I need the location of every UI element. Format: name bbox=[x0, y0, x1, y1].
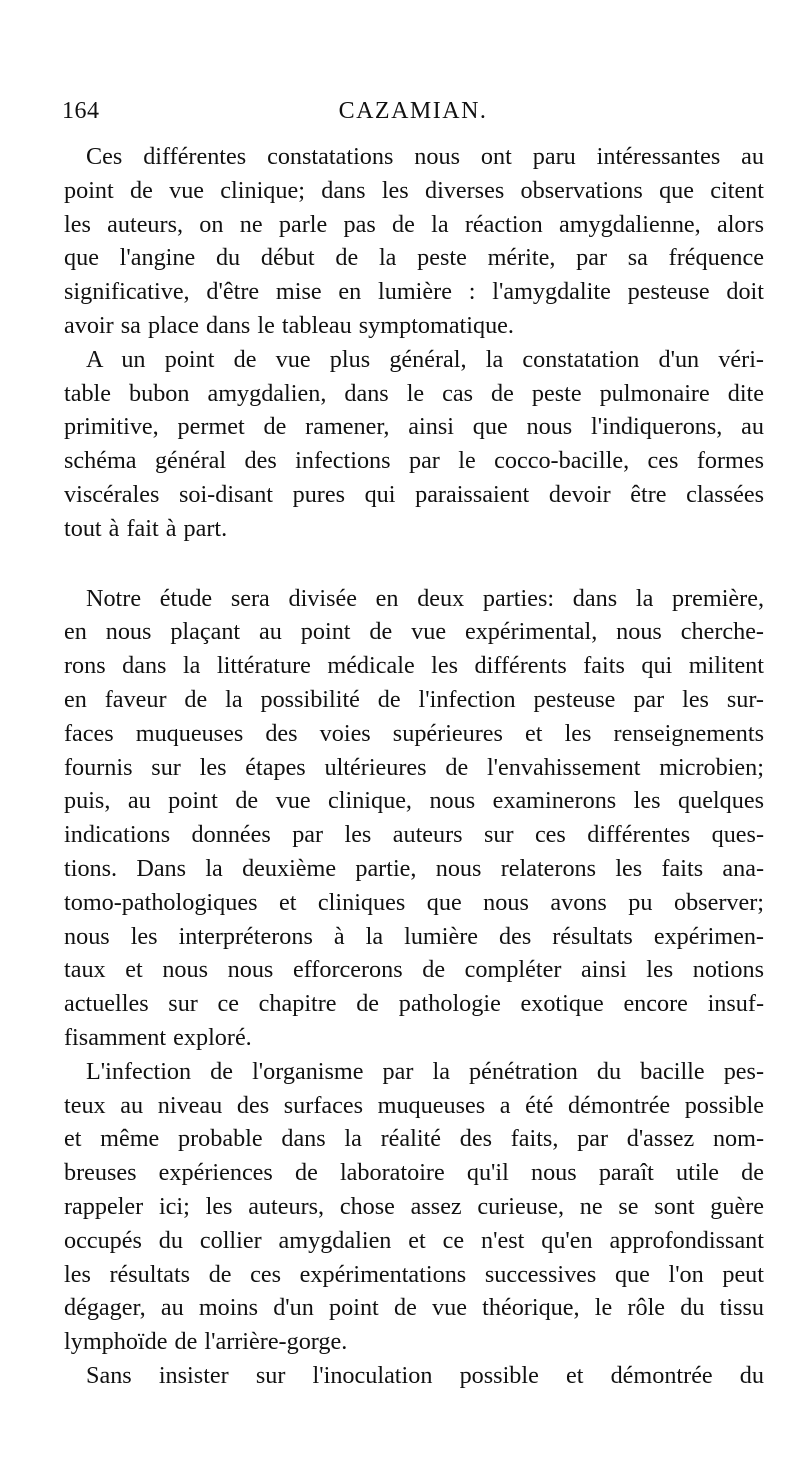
text-line: actuelles sur ce chapitre de pathologie exotique encore insuf- bbox=[64, 990, 764, 1018]
text-line: teux au niveau des surfaces muqueuses a été démontrée possible bbox=[64, 1091, 764, 1119]
paragraph-2 bbox=[64, 343, 764, 546]
text-line: faces muqueuses des voies supérieures et les renseignements bbox=[64, 719, 764, 747]
text-line: tomo-pathologiques et cliniques que nous avons pu observer; bbox=[64, 888, 764, 916]
paragraph-1 bbox=[64, 140, 764, 343]
paragraph-3 bbox=[64, 582, 764, 1055]
page-number: 164 bbox=[62, 98, 100, 124]
paragraph-5 bbox=[64, 1359, 764, 1393]
text-line: L'infection de l'organisme par la pénétration du bacille pes- bbox=[86, 1057, 764, 1085]
text-line: table bubon amygdalien, dans le cas de peste pulmonaire dite bbox=[64, 379, 764, 407]
text-line: les auteurs, on ne parle pas de la réaction amygdalienne, alors bbox=[64, 210, 764, 238]
text-line: Ces différentes constatations nous ont paru intéressantes au bbox=[86, 143, 764, 170]
text-line: et même probable dans la réalité des faits, par d'assez nom- bbox=[64, 1125, 764, 1153]
text-line: primitive, permet de ramener, ainsi que nous l'indiquerons, au bbox=[64, 413, 764, 441]
body-text bbox=[64, 140, 764, 1393]
text-line: schéma général des infections par le cocco-bacille, ces formes bbox=[64, 447, 764, 475]
text-line: lymphoïde de l'arrière-gorge. bbox=[64, 1328, 348, 1356]
text-line: fournis sur les étapes ultérieures de l'envahissement microbien; bbox=[64, 753, 764, 781]
text-line: dégager, au moins d'un point de vue théorique, le rôle du tissu bbox=[64, 1294, 764, 1322]
text-line: en nous plaçant au point de vue expérimental, nous cherche- bbox=[64, 618, 764, 646]
page-header bbox=[62, 98, 764, 134]
section-gap bbox=[64, 546, 764, 582]
text-line: tout à fait à part. bbox=[64, 514, 228, 542]
text-line: point de vue clinique; dans les diverses observations que citent bbox=[64, 176, 764, 204]
text-line: rons dans la littérature médicale les différents faits qui militent bbox=[64, 652, 764, 680]
text-line: puis, au point de vue clinique, nous examinerons les quelques bbox=[64, 787, 764, 815]
text-line: tions. Dans la deuxième partie, nous relaterons les faits ana- bbox=[64, 854, 764, 882]
text-line: breuses expériences de laboratoire qu'il nous paraît utile de bbox=[64, 1159, 764, 1187]
text-line: que l'angine du début de la peste mérite, par sa fréquence bbox=[64, 244, 764, 272]
text-line: indications données par les auteurs sur ces différentes ques- bbox=[64, 821, 764, 849]
running-head: CAZAMIAN. bbox=[338, 98, 488, 124]
text-line: taux et nous nous efforcerons de compléter ainsi les notions bbox=[64, 956, 764, 984]
text-line: A un point de vue plus général, la constatation d'un véri- bbox=[86, 345, 764, 373]
paragraph-4 bbox=[64, 1055, 764, 1359]
text-line: en faveur de la possibilité de l'infection pesteuse par les sur- bbox=[64, 685, 764, 713]
text-line: occupés du collier amygdalien et ce n'est qu'en approfondissant bbox=[64, 1226, 764, 1254]
text-line: les résultats de ces expérimentations successives que l'on peut bbox=[64, 1260, 764, 1288]
text-line: nous les interpréterons à la lumière des résultats expérimen- bbox=[64, 922, 764, 950]
text-line: Sans insister sur l'inoculation possible et démontrée du bbox=[86, 1361, 764, 1389]
text-line: fisamment exploré. bbox=[64, 1023, 252, 1051]
text-line: viscérales soi-disant pures qui paraissaient devoir être classées bbox=[64, 480, 764, 508]
text-line: rappeler ici; les auteurs, chose assez curieuse, ne se sont guère bbox=[64, 1192, 764, 1220]
text-line: significative, d'être mise en lumière : l'amygdalite pesteuse doit bbox=[64, 278, 764, 306]
text-line: Notre étude sera divisée en deux parties: dans la première, bbox=[86, 584, 764, 612]
text-line: avoir sa place dans le tableau symptomatique. bbox=[64, 311, 514, 339]
